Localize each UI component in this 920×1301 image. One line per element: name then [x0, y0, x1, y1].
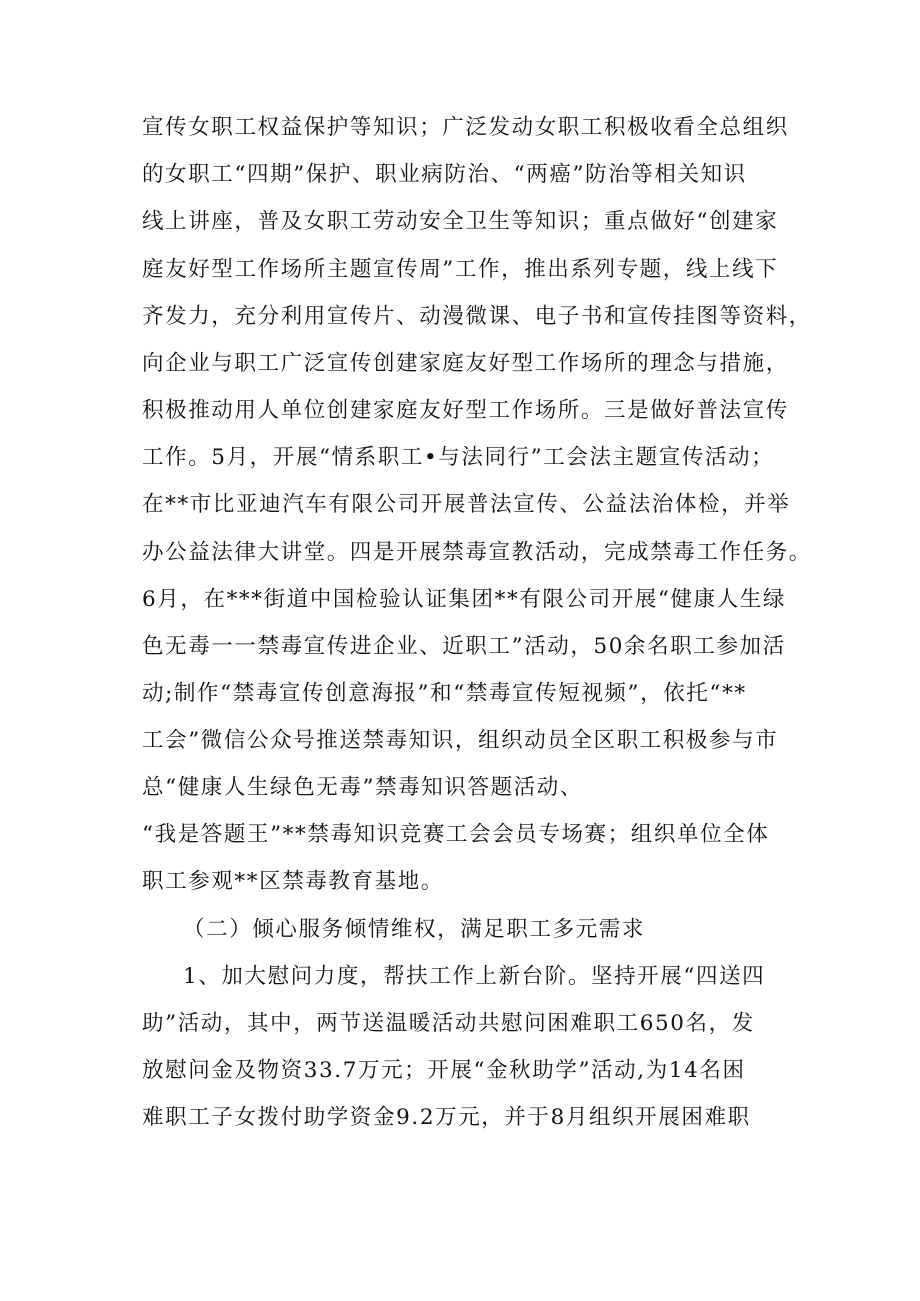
- text-line: 向企业与职工广泛宣传创建家庭友好型工作场所的理念与措施，: [142, 351, 789, 376]
- text-line: 宣传女职工权益保护等知识；广泛发动女职工积极收看全总组织: [142, 115, 789, 140]
- text-line: 的女职工“四期”保护、职业病防治、“两癌”防治等相关知识: [142, 162, 747, 187]
- text-line: 办公益法律大讲堂。四是开展禁毒宣教活动，完成禁毒工作任务。: [142, 540, 812, 565]
- text-line: 在**市比亚迪汽车有限公司开展普法宣传、公益法治体检，并举: [142, 492, 791, 517]
- text-line: 积极推动用人单位创建家庭友好型工作场所。三是做好普法宣传: [142, 398, 789, 423]
- text-line: 动;制作“禁毒宣传创意海报”和“禁毒宣传短视频”，依托“**: [142, 681, 747, 706]
- text-line: 放慰问金及物资33.7万元；开展“金秋助学”活动,为14名困: [142, 1058, 746, 1083]
- text-line: 齐发力，充分利用宣传片、动漫微课、电子书和宣传挂图等资料，: [142, 304, 812, 329]
- text-line: 难职工子女拨付助学资金9.2万元，并于8月组织开展困难职: [142, 1105, 751, 1130]
- text-line: 职工参观**区禁毒教育基地。: [142, 869, 444, 894]
- text-line: 总“健康人生绿色无毒”禁毒知识答题活动、: [142, 775, 583, 800]
- text-line: 助”活动，其中，两节送温暖活动共慰问困难职工650名，发: [142, 1011, 755, 1036]
- text-line: 色无毒一一禁毒宣传进企业、近职工”活动，50余名职工参加活: [142, 634, 786, 659]
- text-line: “我是答题王”**禁毒知识竞赛工会会员专场赛；组织单位全体: [142, 822, 770, 847]
- text-line: 工作。5月，开展“情系职工•与法同行”工会法主题宣传活动；: [142, 445, 775, 470]
- text-line: 线上讲座，普及女职工劳动安全卫生等知识；重点做好“创建家: [142, 209, 779, 234]
- section-heading: （二）倾心服务倾情维权，满足职工多元需求: [183, 917, 646, 942]
- text-line: 1、加大慰问力度，帮扶工作上新台阶。坚持开展“四送四: [183, 964, 766, 989]
- text-line: 庭友好型工作场所主题宣传周”工作，推出系列专题，线上线下: [142, 257, 779, 282]
- text-line: 6月，在***街道中国检验认证集团**有限公司开展“健康人生绿: [142, 587, 787, 612]
- text-line: 工会”微信公众号推送禁毒知识，组织动员全区职工积极参与市: [142, 728, 779, 753]
